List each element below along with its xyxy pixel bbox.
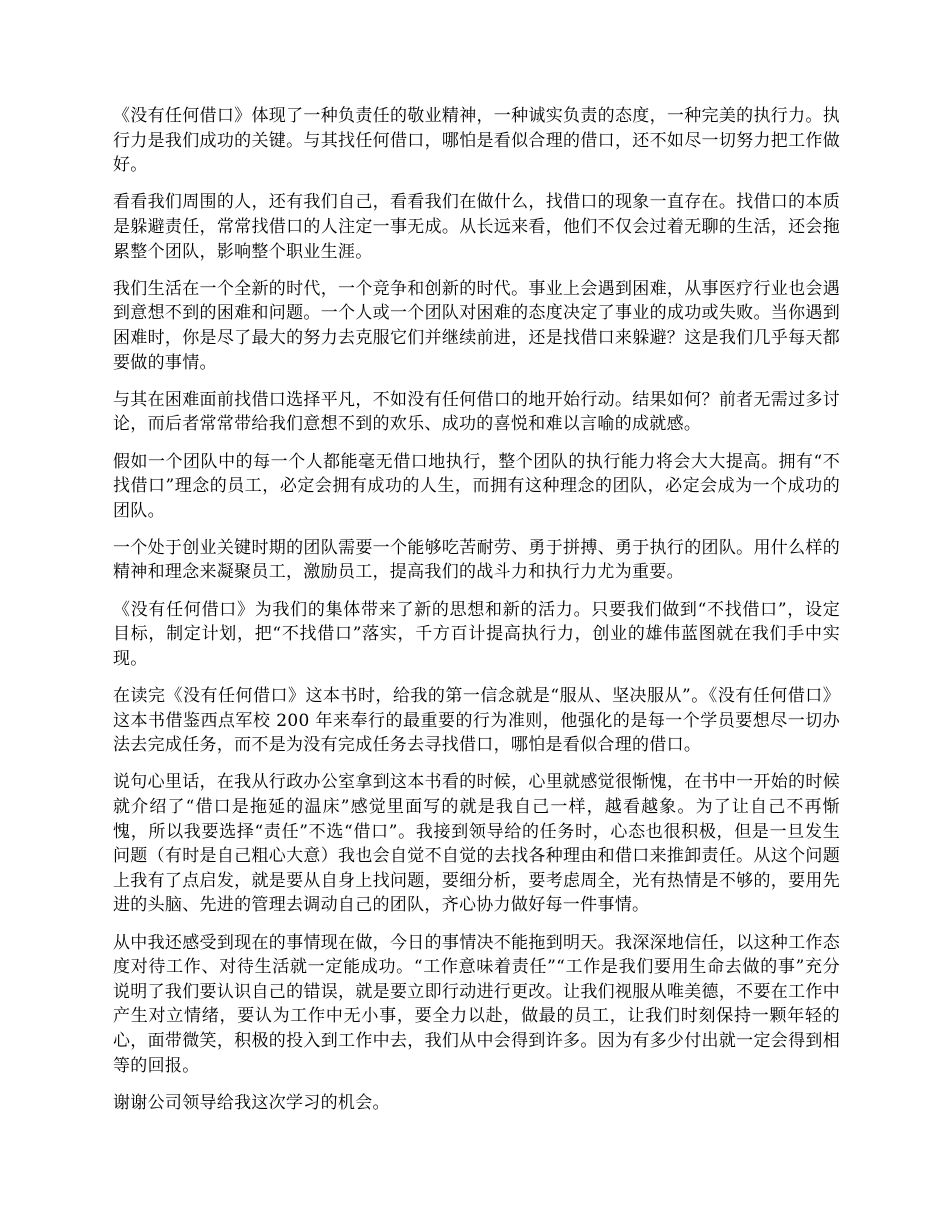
- paragraph-2: 看看我们周围的人，还有我们自己，看看我们在做什么，找借口的现象一直存在。找借口的本质是躲避责任，常常找借口的人注定一事无成。从长远来看，他们不仅会过着无聊的生活，还会拖累整个团队，影响整个职业生涯。: [113, 192, 840, 262]
- paragraph-3: 我们生活在一个全新的时代，一个竞争和创新的时代。事业上会遇到困难，从事医疗行业也会遇到意想不到的困难和问题。一个人或一个团队对困难的态度决定了事业的成功或失败。当你遇到困难时，你是尽了最大的努力去克服它们并继续前进，还是找借口来躲避？这是我们几乎每天都要做的事情。: [113, 278, 840, 373]
- paragraph-9: 说句心里话，在我从行政办公室拿到这本书看的时候，心里就感觉很惭愧，在书中一开始的时候就介绍了“借口是拖延的温床”感觉里面写的就是我自己一样，越看越象。为了让自己不再惭愧，所以我要选择“责任”不选“借口”。我接到领导给的任务时，心态也很积极，但是一旦发生问题（有时是自己粗心大意）我也会自觉不自觉的去找各种理由和借口来推卸责任。从这个问题上我有了点启发，就是要从自身上找问题，要细分析，要考虑周全，光有热情是不够的，要用先进的头脑、先进的管理去调动自己的团队，齐心协力做好每一件事情。: [113, 772, 840, 916]
- document-body: [113, 104, 840, 1128]
- paragraph-8: 在读完《没有任何借口》这本书时，给我的第一信念就是“服从、坚决服从”。《没有任何借口》这本书借鉴西点军校 200 年来奉行的最重要的行为准则，他强化的是每一个学员要想尽一切办法去完成任务，而不是为没有完成任务去寻找借口，哪怕是看似合理的借口。: [113, 686, 840, 756]
- paragraph-11: 谢谢公司领导给我这次学习的机会。: [113, 1092, 390, 1113]
- paragraph-4: 与其在困难面前找借口选择平凡，不如没有任何借口的地开始行动。结果如何？前者无需过多讨论，而后者常常带给我们意想不到的欢乐、成功的喜悦和难以言喻的成就感。: [113, 389, 840, 435]
- paragraph-7: 《没有任何借口》为我们的集体带来了新的思想和新的活力。只要我们做到“不找借口”，设定目标，制定计划，把“不找借口”落实，千方百计提高执行力，创业的雄伟蓝图就在我们手中实现。: [113, 599, 840, 669]
- paragraph-6: 一个处于创业关键时期的团队需要一个能够吃苦耐劳、勇于拼搏、勇于执行的团队。用什么样的精神和理念来凝聚员工，激励员工，提高我们的战斗力和执行力尤为重要。: [113, 537, 840, 583]
- paragraph-5: 假如一个团队中的每一个人都能毫无借口地执行，整个团队的执行能力将会大大提高。拥有“不找借口”理念的员工，必定会拥有成功的人生，而拥有这种理念的团队，必定会成为一个成功的团队。: [113, 451, 840, 521]
- paragraph-1: 《没有任何借口》体现了一种负责任的敬业精神，一种诚实负责的态度，一种完美的执行力。执行力是我们成功的关键。与其找任何借口，哪怕是看似合理的借口，还不如尽一切努力把工作做好。: [113, 106, 840, 176]
- paragraph-10: 从中我还感受到现在的事情现在做，今日的事情决不能拖到明天。我深深地信任，以这种工作态度对待工作、对待生活就一定能成功。“工作意味着责任”“工作是我们要用生命去做的事”充分说明了我们要认识自己的错误，就是要立即行动进行更改。让我们视服从唯美德，不要在工作中产生对立情绪，要认为工作中无小事，要全力以赴，做最的员工，让我们时刻保持一颗年轻的心，面带微笑，积极的投入到工作中去，我们从中会得到许多。因为有多少付出就一定会得到相等的回报。: [113, 932, 840, 1076]
